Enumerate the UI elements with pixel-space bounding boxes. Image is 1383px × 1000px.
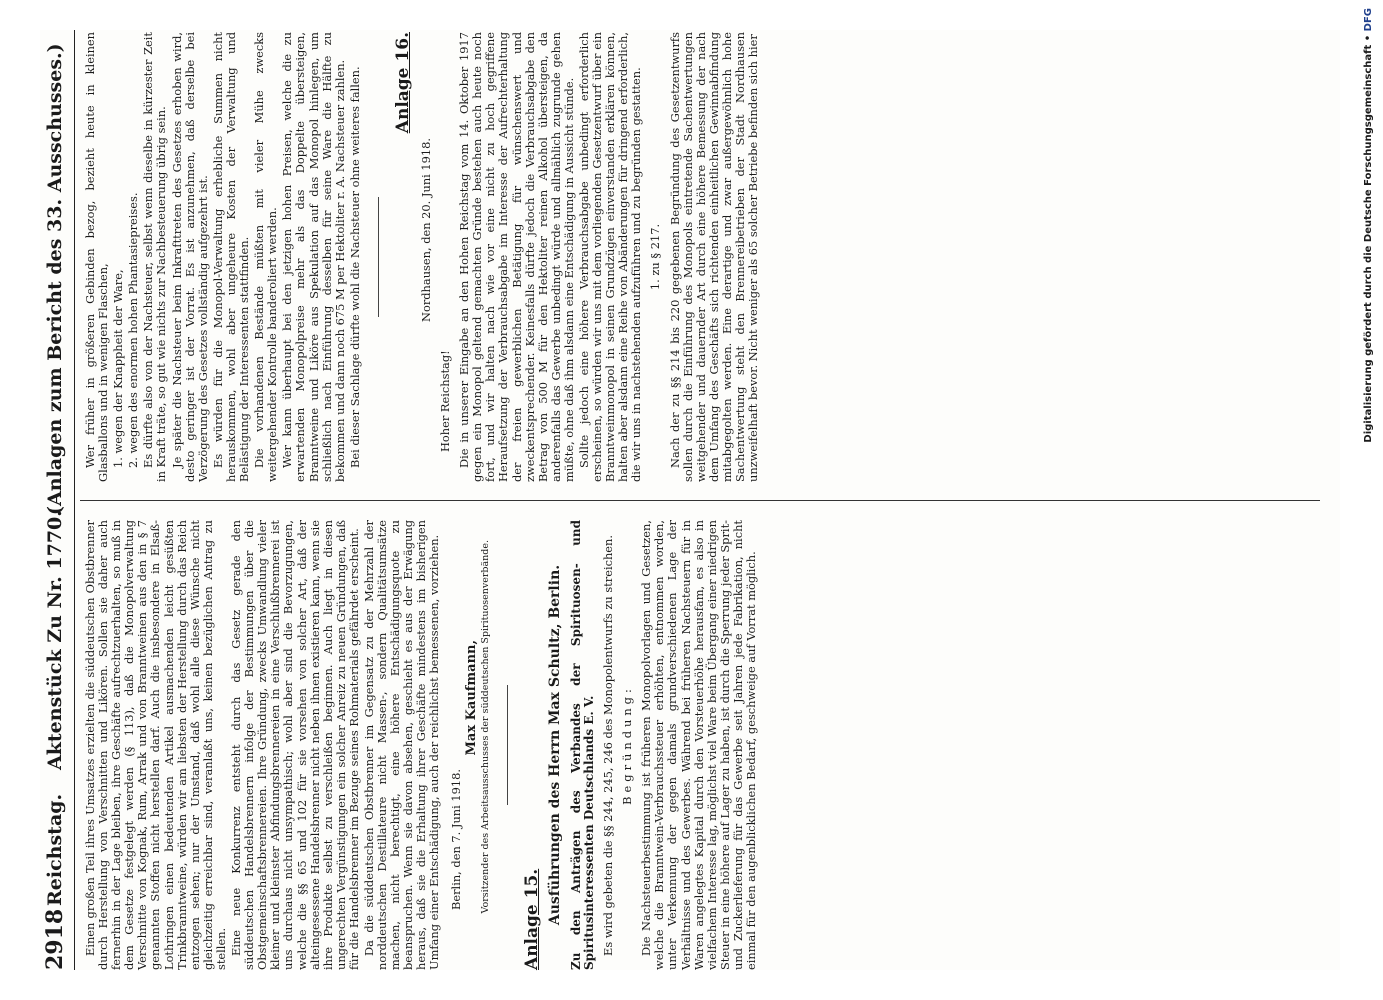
ausfuehrungen-heading: Ausführungen des Herrn Max Schultz, Berlin.	[546, 564, 563, 926]
paragraph: Eine neue Konkurrenz entsteht durch das Gesetz gerade den süddeutschen Handelsbrennern infolge der Bestimmungen über die Obstgemeinschaftsbrennereien. Ihre Gründung, zwecks Umwandlung vieler kleiner und kleinster Abfindungsbrennereien in eine Verschlußbrennerei ist uns durchaus nicht unsympathisch; wohl aber sind die Bevorzugungen, welche die §§ 65 und 102 für sie vorsehen von solcher Art, daß der alteingesessene Handelsbrenner nicht neben ihnen existieren kann, wenn sie ihre Produkte selbst zu verschleißen beginnen. Auch liegt in diesen ungerechten Vergünstigungen ein solcher Anreiz zu neuen Gründungen, daß für die Handelsbrenner im Bezuge seines Rohmaterials gefährdet erscheint.	[229, 520, 361, 970]
date-line: Berlin, den 7. Juni 1918.	[448, 768, 463, 910]
digitization-credit	[1363, 8, 1377, 993]
page-number: 2918	[42, 908, 68, 970]
paragraph: Sollte jedoch eine höhere Verbrauchsabgabe unbedingt erforderlich erscheinen, so würden wir uns mit dem vorliegenden Gesetzentwurf über ein Branntweinmonopol in seinen Grundzügen einverstanden erklären können, halten aber alsdann eine Reihe von Abänderungen für dringend erforderlich, die wir uns in nachstehenden aufzuführen und zu begründen gestatten.	[577, 32, 644, 482]
paragraph: Wer früher in größeren Gebinden bezog, bezieht heute in kleinen Glasballons und in wenigen Flaschen,	[83, 32, 111, 482]
paragraph: Da die süddeutschen Obstbrenner im Gegensatz zu der Mehrzahl der norddeutschen Destillateure nicht Massen-, sondern Qualitätsumsätze machen, nicht berechtigt, eine höhere Entschädigungsquote zu beanspruchen. Wenn sie davon absehen, geschieht es aus der Erwägung heraus, daß sie die Erhaltung ihrer Geschäfte mindestens im bisherigen Umfang einer Entschädigung, auch der reichlichst bemessenen, vorziehen.	[361, 520, 442, 970]
header-reichstag: Reichstag.	[44, 793, 66, 906]
credit-text: Digitalisierung gefördert durch die Deutsche Forschungsgemeinschaft •	[1363, 34, 1374, 443]
page-header	[40, 30, 75, 970]
separator-rule	[378, 197, 379, 317]
salutation: Hoher Reichstag!	[438, 350, 453, 452]
paragraph: Wer kann überhaupt bei den jetzigen hohen Preisen, welche die zu erwartenden Monopolpreise mehr als das Doppelte übersteigen, Branntweine und Liköre aus Spekulation auf das Monopol hinlegen, um schließlich nach Einführung desselben für seine Ware die Hälfte zu bekommen und dann noch 675 M per Hektoliter r. A. Nachsteuer zahlen.	[280, 32, 347, 482]
begruendung-heading: Begründung:	[620, 685, 635, 805]
section-heading: 1. zu § 217.	[648, 223, 663, 291]
signature: Max Kaufmann,	[463, 640, 479, 756]
paragraph: Es würden für die Monopol-Verwaltung erhebliche Summen nicht herauskommen, wohl aber ungeheure Kosten der Verwaltung und Belästigung der Interessenten stattfinden.	[210, 32, 252, 482]
right-column	[84, 32, 762, 482]
paragraph: Einen großen Teil ihres Umsatzes erzielten die süddeutschen Obstbrenner durch Herstellung von Verschnitten und Likören. Sollen sie daher auch fernerhin in der Lage bleiben, ihre Geschäfte aufrechtzuerhalten, so muß in dem Gesetze festgelegt werden (§ 113), daß die Monopolverwaltung Verschnitte von Kognak, Rum, Arrak und von Branntweinen aus den in § 7 genannten Stoffen nicht herstellen darf. Auch die insbesondere in Elsaß-Lothringen einen bedeutenden Artikel ausmachenden leicht gesüßten Trinkbranntweine, würden wir am liebsten der Herstellung durch das Reich entzogen sehen; nur der Umstand, daß wohl alle diese Wünsche nicht gleichzeitig erreichbar sind, veranlaßt uns, keinen bezüglichen Antrag zu stellen.	[83, 520, 228, 970]
paragraph: Die Nachsteuerbestimmung ist früheren Monopolvorlagen und Gesetzen, welche die Branntwein-Verbrauchssteuer erhöhten, entnommen worden, unter Verkennung der gegen damals grundverschiedenen Lage der Verhältnisse und des Gewerbes. Während bei früheren Nachsteuern für in Waren angelegtes Kapital durch den Vorsteuerhöhe herausfam, es also in vielfachem Interesse lag, möglichst viel Ware beim Übergang einer niedrigen Steuer in eine höhere auf Lager zu haben, ist durch die Sperrung jeder Sprit- und Zuckerlieferung für das Gewerbe seit Jahren jede Fabrikation, nicht einmal für den augenblicklichen Bedarf, geschweige auf Vorrat möglich.	[639, 520, 759, 970]
paragraph: Die vorhandenen Bestände müßten mit vieler Mühe zwecks weitergehender Kontrolle banderoliert werden.	[252, 32, 280, 482]
header-aktenstueck: Aktenstück Zu Nr. 1770.	[44, 510, 66, 770]
header-anlagen-title: (Anlagen zum Bericht des 33. Ausschusses.)	[44, 43, 66, 515]
list-item: 1. wegen der Knappheit der Ware,	[111, 269, 126, 468]
anlage-15-heading: Anlage 15.	[521, 868, 542, 970]
antraege-heading: Zu den Anträgen des Verbandes der Spirituosen- und Spiritusinteressenten Deutschlands E. V.	[568, 520, 596, 970]
rotated-document-page	[40, 30, 1340, 970]
paragraph: Es wird gebeten die §§ 244, 245, 246 des Monopolentwurfs zu streichen.	[601, 534, 616, 956]
paragraph: Bei dieser Sachlage dürfte wohl die Nachsteuer ohne weiteres fallen.	[347, 66, 362, 468]
paragraph: Je später die Nachsteuer beim Inkrafttreten des Gesetzes erhoben wird, desto geringer ist der Vorrat. Es ist anzunehmen, daß derselbe bei Verzögerung des Gesetzes vollständig aufgezehrt ist.	[169, 32, 210, 482]
paragraph: Die in unserer Eingabe an den Hohen Reichstag vom 14. Oktober 1917 gegen ein Monopol geltend gemachten Gründe bestehen auch heute noch fort, und wir halten nach wie vor eine nicht zu hoch gegriffene Heraufsetzung der Verbrauchsabgabe im Interesse der Aufrechterhaltung der freien gewerblichen Betätigung für wünschenswert und zweckentsprechender. Keinesfalls dürfte jedoch die Verbrauchsabgabe den Betrag von 500 M für den Hektoliter reinen Alkohol übersteigen, da anderenfalls das Gewerbe unbedingt würde und allmählich zugrunde gehen müßte, ohne daß ihm alsdann eine Entschädigung in Aussicht stünde.	[457, 32, 576, 482]
paragraph: Nach der zu §§ 214 bis 220 gegebenen Begründung des Gesetzentwurfs sollen durch die Einführung des Monopols eintretende Sachentwertungen weitgehender und dauernder Art durch eine höhere Bemessung der nach dem Umfang des Geschäfts sich richtenden einheitlichen Gewinnabfindung mitabgegolten werden. Eine derartige und zwar außergewöhnlich hohe Sachentwertung steht den Brennereibetrieben der Stadt Nordhausen unzweifelhaft bevor. Nicht weniger als 65 solcher Betriebe befinden sich hier	[667, 32, 761, 482]
date-line: Nordhausen, den 20. Juni 1918.	[418, 137, 433, 322]
left-column	[84, 520, 760, 970]
list-item: 2. wegen des enormen hohen Phantasiepreises.	[126, 192, 141, 468]
column-divider	[80, 500, 1320, 501]
signature-subtitle: Vorsitzender des Arbeitsausschusses der süddeutschen Spirituosenverbände.	[479, 540, 491, 914]
dfg-logo: DFG	[1363, 8, 1374, 32]
paragraph: Es dürfte also von der Nachsteuer, selbst wenn dieselbe in kürzester Zeit in Kraft träte, so gut wie nichts zur Nachbesteuerung übrig sein.	[141, 32, 169, 482]
separator-rule	[507, 685, 508, 805]
anlage-16-heading: Anlage 16.	[392, 32, 413, 134]
